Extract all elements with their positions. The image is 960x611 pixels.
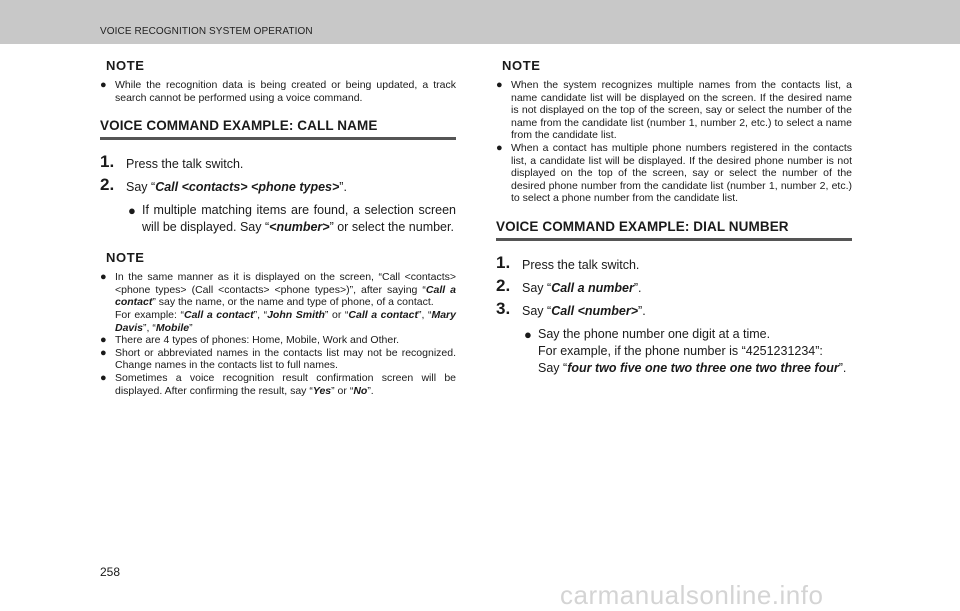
watermark: carmanualsonline.info bbox=[560, 580, 824, 610]
header-bar bbox=[0, 0, 960, 44]
step-item: 3. Say “Call <number>”. bbox=[496, 298, 646, 318]
note-title: NOTE bbox=[106, 250, 145, 266]
note-item: ● Short or abbreviated names in the contacts list may not be recognized. Change names in the contacts list to full names. bbox=[100, 346, 456, 372]
note-item: ● While the recognition data is being created or being updated, a track search cannot be performed using a voice command. bbox=[100, 79, 456, 104]
right-column bbox=[496, 58, 852, 385]
step-number: 2. bbox=[100, 175, 115, 195]
note-item: ● When the system recognizes multiple names from the contacts list, a name candidate list will be displayed on the screen. If the desired name is not displayed on the top of the screen, say or select the number of the name from the candidate list (number 1, number 2, etc.) to select a name from the candidate list. bbox=[496, 79, 852, 142]
step-item: 2. Say “Call a number”. bbox=[496, 275, 642, 295]
bullet-icon: ● bbox=[100, 371, 107, 384]
note-title: NOTE bbox=[106, 58, 145, 73]
bullet-icon: ● bbox=[100, 79, 107, 91]
section-heading: VOICE COMMAND EXAMPLE: DIAL NUMBER bbox=[496, 219, 852, 241]
step-number: 3. bbox=[496, 298, 511, 318]
note-item: ● In the same manner as it is displayed on the screen, “Call <contacts> <phone types> (Call <contacts> <phone types>)”, after saying “Call a contact” say the name, or the name and type of phone, of a contact. For example: “Call a contact”, “John Smith” or “Call a contact”, “Mary Davis”, “Mobile” bbox=[100, 271, 456, 334]
running-header: VOICE RECOGNITION SYSTEM OPERATION bbox=[100, 26, 313, 37]
note-item: ● There are 4 types of phones: Home, Mobile, Work and Other. bbox=[100, 334, 400, 347]
voice-command: Call a number bbox=[551, 280, 634, 295]
step-subitem: ● Say the phone number one digit at a time. For example, if the phone number is “4251231234”: Say “four two five one two three one two three four”. bbox=[524, 326, 847, 375]
section-heading: VOICE COMMAND EXAMPLE: CALL NAME bbox=[100, 118, 456, 140]
left-column bbox=[100, 58, 456, 397]
step-item: 1. Press the talk switch. bbox=[496, 252, 640, 272]
step-item: 1. Press the talk switch. bbox=[100, 152, 244, 172]
voice-command: <number> bbox=[269, 220, 330, 235]
note-title: NOTE bbox=[502, 58, 541, 73]
bullet-icon: ● bbox=[524, 326, 532, 342]
voice-command: Call <number> bbox=[551, 303, 639, 318]
bullet-icon: ● bbox=[100, 346, 107, 359]
step-number: 2. bbox=[496, 275, 511, 295]
bullet-icon: ● bbox=[496, 141, 503, 154]
bullet-icon: ● bbox=[496, 79, 503, 91]
voice-command: four two five one two three one two three four bbox=[567, 360, 839, 375]
step-item: 2. Say “Call <contacts> <phone types>”. bbox=[100, 175, 347, 195]
bullet-icon: ● bbox=[100, 334, 107, 347]
step-subitem: ● If multiple matching items are found, a selection screen will be displayed. Say “<number>” or select the number. bbox=[128, 203, 456, 235]
page-number: 258 bbox=[100, 565, 121, 579]
bullet-icon: ● bbox=[128, 203, 136, 219]
note-item: ● Sometimes a voice recognition result confirmation screen will be displayed. After confirming the result, say “Yes” or “No”. bbox=[100, 371, 456, 397]
step-number: 1. bbox=[100, 152, 115, 172]
voice-command: Call <contacts> <phone types> bbox=[155, 180, 340, 195]
note-item: ● When a contact has multiple phone numbers registered in the contacts list, a candidate list will be displayed. If the desired phone number is not displayed on the top of the screen, say or select the number of the desired phone number from the candidate list (number 1, number 2, etc.) to select a phone number from the candidate list. bbox=[496, 141, 852, 205]
step-number: 1. bbox=[496, 252, 511, 272]
bullet-icon: ● bbox=[100, 271, 107, 284]
